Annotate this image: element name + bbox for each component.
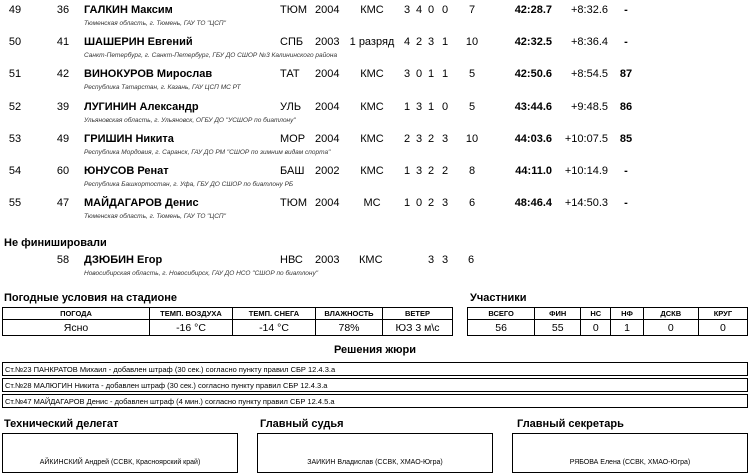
sport-rank: КМС bbox=[360, 100, 384, 113]
sport-rank: КМС bbox=[360, 132, 384, 145]
athlete-organization: Республика Мордовия, г. Саранск, ГАУ ДО РМ "СШОР по зимним видам спорта" bbox=[84, 148, 331, 156]
tech-delegate-signature-box bbox=[2, 433, 238, 473]
place-number: 50 bbox=[8, 36, 22, 49]
jury-note: Ст.№23 ПАНКРАТОВ Михаил - добавлен штраф (30 сек.) согласно пункту правил СБР 12.4.3.а bbox=[2, 362, 748, 376]
athlete-organization: Республика Башкортостан, г. Уфа, ГБУ ДО СШОР по биатлону РБ bbox=[84, 181, 294, 188]
tech-delegate-name: АЙКИНСКИЙ Андрей (ССВК, Красноярский край) bbox=[39, 459, 201, 466]
shooting-1: 3 bbox=[404, 4, 411, 16]
shooting-1: 1 bbox=[404, 197, 411, 210]
ranking-points: - bbox=[624, 36, 628, 49]
finish-time: 44:11.0 bbox=[515, 165, 552, 177]
athlete-name: ЛУГИНИН Александр bbox=[84, 100, 199, 113]
team-code: МОР bbox=[280, 132, 306, 145]
sport-rank: КМС bbox=[360, 165, 384, 177]
athlete-name: ДЗЮБИН Егор bbox=[84, 254, 163, 266]
penalty-total: 10 bbox=[465, 132, 479, 145]
ranking-points: 86 bbox=[619, 100, 633, 113]
weather-table bbox=[2, 307, 453, 336]
ranking-points: - bbox=[624, 4, 628, 16]
shooting-1: 1 bbox=[404, 165, 411, 177]
place-number: 49 bbox=[8, 4, 22, 16]
place-number: 55 bbox=[8, 197, 22, 210]
sport-rank: КМС bbox=[359, 254, 383, 266]
shooting-3: 1 bbox=[428, 68, 435, 81]
weather-col-header: ВЕТЕР bbox=[383, 308, 453, 320]
shooting-3: 1 bbox=[428, 100, 435, 113]
shooting-4: 3 bbox=[442, 132, 449, 145]
penalty-total: 6 bbox=[468, 254, 475, 266]
penalty-total: 5 bbox=[468, 100, 476, 113]
birth-year: 2004 bbox=[315, 4, 340, 16]
shooting-4: 0 bbox=[442, 4, 449, 16]
participants-col-header: НФ bbox=[611, 308, 643, 320]
athlete-name: ГАЛКИН Максим bbox=[84, 4, 173, 16]
jury-heading: Решения жюри bbox=[333, 344, 417, 356]
birth-year: 2004 bbox=[315, 68, 340, 81]
athlete-organization: Тюменская область, г. Тюмень, ГАУ ТО "ЦСП" bbox=[84, 20, 226, 27]
participants-header-row bbox=[468, 308, 748, 320]
sport-rank: КМС bbox=[360, 68, 384, 81]
weather-value-row bbox=[3, 320, 453, 336]
result-row bbox=[0, 133, 750, 165]
bib: 39 bbox=[56, 100, 70, 113]
shooting-2: 4 bbox=[416, 4, 423, 16]
team-code: БАШ bbox=[280, 165, 305, 177]
athlete-name: МАЙДАГАРОВ Денис bbox=[84, 197, 199, 210]
athlete-name: ЮНУСОВ Ренат bbox=[84, 165, 169, 177]
time-behind: +8:54.5 bbox=[570, 68, 608, 81]
shooting-3: 2 bbox=[428, 165, 435, 177]
birth-year: 2004 bbox=[315, 132, 340, 145]
snow-temp-value: -14 °C bbox=[233, 320, 316, 336]
shooting-4: 1 bbox=[442, 36, 449, 49]
participants-col-header: ФИН bbox=[535, 308, 581, 320]
sport-rank: КМС bbox=[360, 4, 384, 16]
bib: 36 bbox=[56, 4, 70, 16]
chief-judge-name: ЗАИКИН Владислав (ССВК, ХМАО-Югра) bbox=[307, 459, 443, 466]
participants-value: 0 bbox=[698, 320, 747, 336]
bib: 42 bbox=[56, 68, 70, 81]
team-code: СПБ bbox=[280, 36, 304, 49]
participants-value: 55 bbox=[535, 320, 581, 336]
team-code: УЛЬ bbox=[280, 100, 302, 113]
ranking-points: 85 bbox=[619, 132, 633, 145]
birth-year: 2003 bbox=[315, 36, 340, 49]
bib: 41 bbox=[56, 36, 70, 49]
result-row bbox=[0, 68, 750, 100]
penalty-total: 7 bbox=[468, 4, 476, 16]
result-row bbox=[0, 197, 750, 229]
shooting-3: 2 bbox=[428, 197, 435, 210]
time-behind: +10:07.5 bbox=[564, 132, 608, 145]
team-code: ТЮМ bbox=[280, 4, 307, 16]
wind-value: ЮЗ 3 м\с bbox=[383, 320, 453, 336]
sport-rank: 1 разряд bbox=[349, 36, 395, 49]
penalty-total: 5 bbox=[468, 68, 476, 81]
bib: 58 bbox=[56, 254, 70, 266]
shooting-2: 2 bbox=[416, 36, 423, 49]
team-code: ТЮМ bbox=[280, 197, 307, 210]
chief-judge-signature-box bbox=[257, 433, 493, 473]
shooting-1: 4 bbox=[404, 36, 411, 49]
bib: 49 bbox=[56, 132, 70, 145]
place-number: 52 bbox=[8, 100, 22, 113]
chief-secretary-title: Главный секретарь bbox=[517, 418, 624, 430]
shooting-3: 3 bbox=[428, 36, 435, 49]
time-behind: +14:50.3 bbox=[564, 197, 608, 210]
shooting-3: 2 bbox=[428, 132, 435, 145]
ranking-points: 87 bbox=[619, 68, 633, 81]
dnf-row bbox=[0, 254, 750, 286]
shooting-2: 3 bbox=[416, 165, 423, 177]
humidity-value: 78% bbox=[316, 320, 383, 336]
chief-judge-title: Главный судья bbox=[260, 418, 344, 430]
place-number: 54 bbox=[8, 165, 22, 177]
shooting-2: 0 bbox=[416, 68, 423, 81]
team-code: НВС bbox=[280, 254, 303, 266]
bib: 60 bbox=[56, 165, 70, 177]
result-row bbox=[0, 4, 750, 36]
place-number: 51 bbox=[8, 68, 22, 81]
weather-header-row bbox=[3, 308, 453, 320]
penalty-total: 8 bbox=[468, 165, 476, 177]
finish-time: 42:50.6 bbox=[514, 68, 552, 81]
shooting-2: 3 bbox=[416, 100, 423, 113]
weather-col-header: ТЕМП. СНЕГА bbox=[233, 308, 316, 320]
participants-col-header: КРУГ bbox=[698, 308, 747, 320]
time-behind: +8:36.4 bbox=[570, 36, 608, 49]
bib: 47 bbox=[56, 197, 70, 210]
ranking-points: - bbox=[624, 165, 628, 177]
jury-note: Ст.№47 МАЙДАГАРОВ Денис - добавлен штраф (4 мин.) согласно пункту правил СБР 12.4.5.а bbox=[2, 394, 748, 408]
team-code: ТАТ bbox=[280, 68, 300, 81]
participants-value-row bbox=[468, 320, 748, 336]
dnf-heading: Не финишировали bbox=[4, 237, 107, 249]
shooting-3: 0 bbox=[428, 4, 435, 16]
finish-time: 44:03.6 bbox=[514, 132, 552, 145]
athlete-organization: Ульяновская область, г. Ульяновск, ОГБУ ДО "УСШОР по биатлону" bbox=[84, 116, 296, 124]
participants-value: 56 bbox=[468, 320, 535, 336]
penalty-total: 6 bbox=[468, 197, 476, 210]
penalty-total: 10 bbox=[465, 36, 479, 49]
finish-time: 42:32.5 bbox=[514, 36, 552, 49]
chief-secretary-signature-box bbox=[512, 433, 748, 473]
birth-year: 2004 bbox=[315, 100, 340, 113]
participants-heading: Участники bbox=[470, 292, 527, 304]
shooting-1: 3 bbox=[404, 68, 411, 81]
shooting-1: 2 bbox=[404, 132, 411, 145]
sport-rank: МС bbox=[363, 197, 381, 210]
finish-time: 48:46.4 bbox=[514, 197, 552, 210]
ranking-points: - bbox=[624, 197, 628, 210]
finish-time: 42:28.7 bbox=[514, 4, 552, 16]
shooting-4: 3 bbox=[442, 197, 449, 210]
participants-value: 0 bbox=[581, 320, 611, 336]
result-row bbox=[0, 101, 750, 133]
shooting-4: 0 bbox=[442, 100, 449, 113]
weather-heading: Погодные условия на стадионе bbox=[4, 292, 178, 304]
participants-value: 1 bbox=[611, 320, 643, 336]
jury-note: Ст.№28 МАЛЮГИН Никита - добавлен штраф (30 сек.) согласно пункту правил СБР 12.4.3.а bbox=[2, 378, 748, 392]
athlete-organization: Тюменская область, г. Тюмень, ГАУ ТО "ЦСП" bbox=[84, 213, 226, 221]
time-behind: +9:48.5 bbox=[570, 100, 608, 113]
weather-col-header: ТЕМП. ВОЗДУХА bbox=[150, 308, 233, 320]
chief-secretary-name: РЯБОВА Елена (ССВК, ХМАО-Югра) bbox=[569, 459, 691, 466]
shooting-2: 0 bbox=[416, 197, 423, 210]
birth-year: 2004 bbox=[315, 197, 340, 210]
athlete-organization: Республика Татарстан, г. Казань, ГАУ ЦСП МС РТ bbox=[84, 84, 241, 92]
shooting-1: 3 bbox=[428, 254, 435, 266]
athlete-name: ВИНОКУРОВ Мирослав bbox=[84, 68, 213, 81]
shooting-4: 1 bbox=[442, 68, 449, 81]
result-row bbox=[0, 165, 750, 197]
birth-year: 2003 bbox=[315, 254, 340, 266]
shooting-2: 3 bbox=[442, 254, 449, 266]
weather-col-header: ВЛАЖНОСТЬ bbox=[316, 308, 383, 320]
athlete-name: ШАШЕРИН Евгений bbox=[84, 36, 193, 49]
air-temp-value: -16 °C bbox=[150, 320, 233, 336]
participants-table bbox=[467, 307, 748, 336]
shooting-4: 2 bbox=[442, 165, 449, 177]
place-number: 53 bbox=[8, 132, 22, 145]
athlete-organization: Новосибирская область, г. Новосибирск, ГАУ ДО НСО "СШОР по биатлону" bbox=[84, 270, 319, 277]
athlete-name: ГРИШИН Никита bbox=[84, 132, 174, 145]
participants-value: 0 bbox=[643, 320, 698, 336]
shooting-1: 1 bbox=[404, 100, 411, 113]
athlete-organization: Санкт-Петербург, г. Санкт-Петербург, ГБУ ДО СШОР №3 Калининского района bbox=[84, 52, 338, 60]
time-behind: +8:32.6 bbox=[570, 4, 608, 16]
time-behind: +10:14.9 bbox=[564, 165, 608, 177]
finish-time: 43:44.6 bbox=[514, 100, 552, 113]
result-row bbox=[0, 36, 750, 68]
weather-col-header: ПОГОДА bbox=[3, 308, 150, 320]
birth-year: 2002 bbox=[315, 165, 340, 177]
participants-col-header: НС bbox=[581, 308, 611, 320]
participants-col-header: ДСКВ bbox=[643, 308, 698, 320]
tech-delegate-title: Технический делегат bbox=[4, 418, 119, 430]
shooting-2: 3 bbox=[416, 132, 423, 145]
participants-col-header: ВСЕГО bbox=[468, 308, 535, 320]
weather-value: Ясно bbox=[3, 320, 150, 336]
